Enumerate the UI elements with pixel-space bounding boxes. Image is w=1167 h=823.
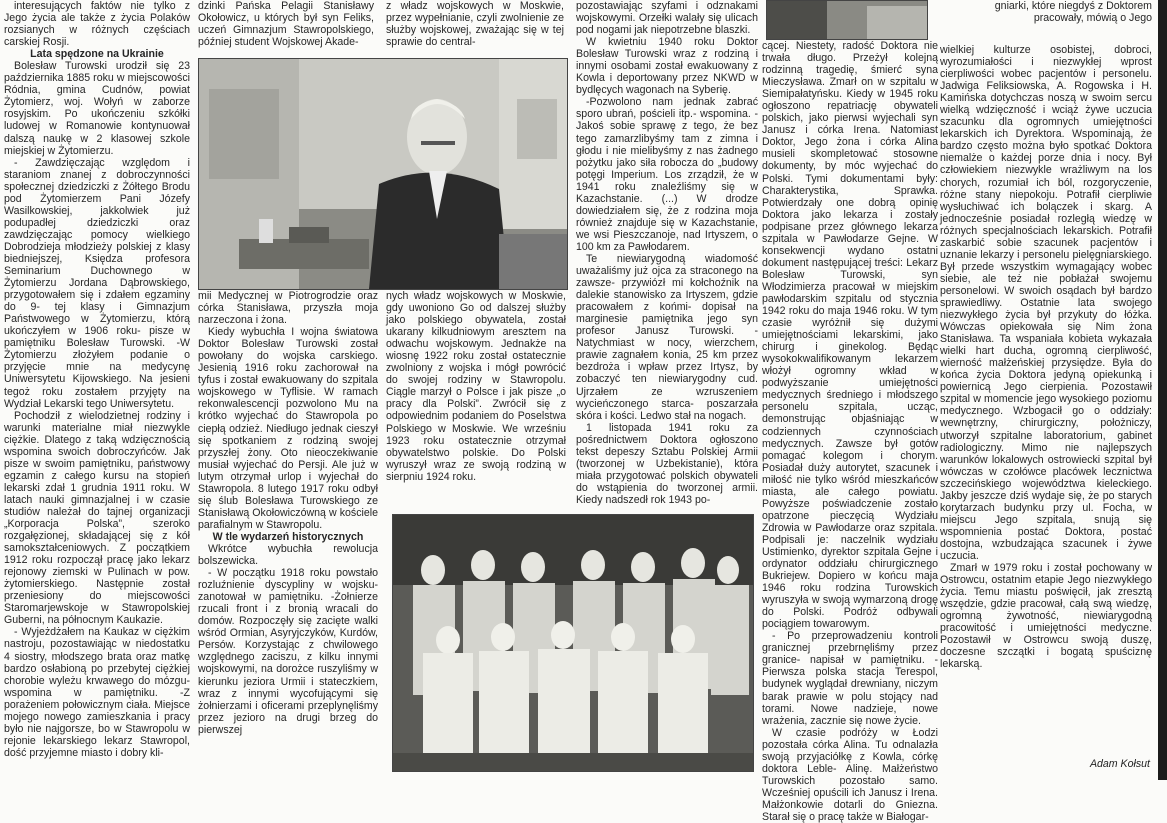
article-column-3-top bbox=[386, 0, 564, 58]
paragraph: Te niewiarygodną wiadomość uważaliśmy już ojca za straconego na zawsze- przywiózł mi kołchoźnik na dalekie stanowisko za Irtyszem, gdzie pracowałem z końmi- dopisał na marginesie pamiętnika jego syn profesor Janusz Turowski. -Natychmiast w nocy, wierzchem, prawie zagnałem konia, 25 km przez bezdroża i wpław przez Irtysz, by zobaczyć ten niewiarygodny cud. Ujrzałem ze wzruszeniem wycieńczonego starca- poszarzała skóra i kości. Ledwo stał na nogach. bbox=[576, 252, 758, 422]
article-column-1 bbox=[4, 0, 190, 780]
paragraph: Zmarł w 1979 roku i został pochowany w Ostrowcu, ostatnim etapie Jego niezwykłego życia. Temu miastu poświęcił, jak zresztą wszędzie, gdzie pracował, całą swą wiedzę, ogromną żywotność, niewiarygodną pracowitość i umiejętności medyczne. Pozostawił w Ostrowcu swoją duszę, doczesne szczątki i bogatą spuściznę lekarską. bbox=[940, 562, 1152, 671]
paragraph: wielkiej kulturze osobistej, dobroci, wyrozumiałości i niezwykłej wprost cierpliwości wobec pacjentów i personelu. Jadwiga Feliksiowska, A. Rogowska i H. Kamińska dotychczas noszą w swoim sercu wielką wdzięczność i wciąż żywe uczucia szacunku dla ogromnych umiejętności lekarskich ich Dyrektora. Wspominają, że bardzo często można było spotkać Doktora niemalże o każdej porze dnia i nocy. Był człowiekiem niezwykle wrażliwym na los chorych, rozumiał ich ból, rozgoryczenie, różne stany niepokoju. Potrafił cierpliwie wysłuchiwać ich bolączek i skarg. A jednocześnie posiadał rozległą wiedzę w różnych specjalnościach lekarskich. Potrafił zaskarbić sobie szacunek pacjentów i uznanie lekarzy i personelu pielęgniarskiego. Był przede wszystkim wymagający wobec siebie, ale też nie pobłażał swojemu personelowi. W swoich osądach był bardzo sprawiedliwy. Ostatnie lata swojego niezwykłego życia był przykuty do łóżka. Wówczas opiekowała się Nim żona Stanisława. Ta wspaniała kobieta wykazała wielki hart ducha, ogromną cierpliwość, wierność małżeńskiej przysiędze. Była do końca życia Doktora jedyną opiekunką i powiernicą Jego cierpienia. Pozostawił szpital w momencie jego wysokiego poziomu medycznego. Wzbogacił go o oddziały: wewnętrzny, chirurgiczny, położniczy, utworzył szpitalne laboratorium, gabinet radiologiczny. Mimo nie najlepszych warunków lokalowych ostrowiecki szpital był wówczas w czołówce placówek lecznictwa szczecińskiego województwa kieleckiego. Jakby jeszcze dziś wydaje się, że po starych korytarzach budynku przy ul. Focha, w miejscu Jego szpitala, snują się wspomnienia postać Doktora, postać dostojna, wzbudzająca szacunek i żywe uczucia. bbox=[940, 44, 1152, 562]
article-column-3 bbox=[386, 290, 566, 500]
paragraph: - W początku 1918 roku powstało rozluźnienie dyscypliny w wojsku- zanotował w pamiętniku. -Żołnierze rzucali front i z bronią wracali do domów. Rozpoczęły się zacięte walki wśród Ormian, Asyryjczyków, Kurdów, Persów. Korzystając z chwilowego względnego zaciszu, z kilku innymi wojskowymi, na dorożce ruszyliśmy w kierunku jeziora Urmii i stateczkiem, wraz z innymi wycofującymi się żołnierzami i oficerami przeplynęliśmy przez jezioro na drugi brzeg do pierwszej bbox=[198, 567, 378, 736]
paragraph: cącej. Niestety, radość Doktora nie trwała długo. Przeżył kolejną rodzinną tragedię, śmierć syna Mieczysława. Zmarł on w szpitalu w Siemipałatyńsku. Kiedy w 1945 roku ogłoszono repatriację obywateli polskich, jako pierwsi wyjechali syn Janusz i córka Irena. Natomiast Doktor, Jego żona i córka Alina musieli skompletować stosowne dokumenty, by móc wyjechać do Polski. Tymi dokumentami były: Charakterystika, Sprawka. Potwierdzały one dobrą opinię Doktora jako lekarza i zostały podpisane przez głównego lekarza szpitala w Pawłodarze Gejne. W konsekwencji wydano ostatni dokument następującej treści: Lekarz Bolesław Turowski, syn Włodzimierza pracował w miejskim pawłodarskim szpitalu od stycznia 1942 roku do maja 1946 roku. W tym czasie wyróżnił się dużymi umiejętnościami lekarskimi, jako chirurg i ginekolog. Będąc wysokokwalifikowanym lekarzem włożył ogromny wkład w podwyższanie umiejętności medycznych średniego i młodszego personelu szpitala, ucząc, demonstrując objaśniając w codziennych czynnościach medycznych. Zawsze był gotów pomagać kolegom i chorym. Posiadał duży autorytet, szacunek i miłość nie tylko wśród mieszkańców miasta, ale całego powiatu. Powyższe poświadczenie zostało opatrzone pieczęcią Wydziału Zdrowia w Pawłodarze oraz szpitala. Podpisali je: naczelnik wydziału Ustimienko, dyrektor szpitala Gejne i ordynator oddziału chirurgicznego Bukriejew. Dopiero w końcu maja 1946 roku rodzina Turowskich wyruszyła w swoją wymarzoną drogę do Polski. Podróż odbywali pociągiem towarowym. bbox=[762, 40, 938, 631]
author-signature: Adam Kołsut bbox=[1089, 758, 1150, 770]
portrait-image bbox=[199, 59, 567, 289]
photo-fragment-image bbox=[767, 1, 927, 39]
paragraph: Wkrótce wybuchła rewolucja bolszewicka. bbox=[198, 542, 378, 568]
paragraph: dzinki Pańska Pelagii Stanisławy Okołowicz, u których był syn Feliks, uczeń Gimnazjum Stawropolskiego, później student Wojskowej Akade- bbox=[198, 0, 374, 49]
article-column-5 bbox=[762, 40, 938, 823]
paragraph: nych władz wojskowych w Moskwie, gdy uwoniono Go od dalszej służby jako polskiego obywatela, został ukarany kilkudniowym aresztem na odwachu wojskowym. Jednakże na wiosnę 1922 roku został ostatecznie zwolniony z wojska i mógł powrócić do swojej rodziny w Stawropolu. Ciągle marzył o Polsce i jak pisze „o pracy dla Polski”. Zwrócił się z odpowiednim podaniem do Poselstwa Polskiego w Moskwie. We wrześniu 1923 roku ostatecznie otrzymał obywatelstwo polskie. Do Polski wyruszył wraz ze swoją rodziną w sierpniu 1924 roku. bbox=[386, 290, 566, 483]
article-column-4 bbox=[576, 0, 758, 506]
paragraph: -Pozwolono nam jednak zabrać sporo ubrań, pościeli itp.- wspomina. -Jakoś sobie sprawę z tego, że bez tego zamarzlibyśmy tam z zimna i głodu i nie mielibyśmy z nas żadnego pożytku jako siła robocza do „budowy potęgi Imperium. Los zrządził, że w 1941 roku znaleźliśmy się w Kazachstanie. (...) W drodze dowiedziałem się, że z rodzina moja również znajduje się w Kazachstanie, we wsi Pieszczanoje, nad Irtyszem, o 100 km za Pawłodarem. bbox=[576, 96, 758, 253]
paragraph: 1 listopada 1941 roku za pośrednictwem Doktora ogłoszono tekst depeszy Sztabu Polskiej Armii (tworzonej w Uzbekistanie), która miała przygotować polskich obywateli do wstąpienia do tworzonej armii. Kiedy nadszedł rok 1943 po- bbox=[576, 421, 758, 506]
paragraph: interesujących faktów nie tylko z Jego życia ale także z życia Polaków rozsianych w różnych częściach carskiej Rosji. bbox=[4, 0, 190, 49]
paragraph: - Zawdzięczając względom i staraniom znanej z dobroczynności społecznej dziedziczki z Żółtego Brodu pod Żytomierzem Pani Józefy Wasilkowskiej, jakkolwiek już podupadłej dziedziczki oraz zawdzięczając pomocy wielkiego Dobrodzieja młodzieży polskiej z klasy biedniejszej, Księdza profesora Seminarium Duchownego w Żytomierzu Jordana Dąbrowskiego, przygotowałem się i zdałem egzaminy do 9- tej klasy i Gimnazjum Państwowego w Żytomierzu, którą ukończyłem w 1906 roku- pisze w pamiętniku Bolesław Turowski. -W Żytomierzu złożyłem podanie o przyjęcie mnie na medycynę Uniwersytetu Kijowskiego. Na jesieni tegoż roku zostałem przyjęty na Wydział Lekarski tego Uniwersytetu. bbox=[4, 156, 190, 410]
page-edge bbox=[1158, 0, 1167, 780]
group-photo bbox=[392, 514, 754, 772]
group-image bbox=[393, 515, 753, 771]
article-column-6 bbox=[940, 44, 1152, 756]
paragraph: pozostawiając szyfami i odznakami wojskowymi. Orzełki walały się ulicach pod nogami jak niepotrzebne blaszki. bbox=[576, 0, 758, 37]
paragraph: Bolesław Turowski urodził się 23 października 1885 roku w miejscowości Ródnia, gmina Cudnów, powiat Żytomierz, woj. Wołyń w zaborze rosyjskim. Po ukończeniu szkółki ludowej w Romanowie kontynuował dalszą naukę w 2 klasowej szkole miejskiej w Żytomierzu. bbox=[4, 60, 190, 157]
article-column-6-top bbox=[990, 0, 1152, 44]
paragraph: gniarki, które niegdyś z Doktorem pracowały, mówią o Jego bbox=[994, 0, 1152, 25]
article-column-2-top bbox=[198, 0, 374, 58]
paragraph: Pochodził z wielodzietnej rodziny i warunki materialne miał niezwykle ciężkie. Dlatego z taką wdzięcznością wspomina swoich dobroczyńców. Jak pisze w swoim pamiętniku, państwowy egzamin z całego kursu na stopień lekarski zdał 1 grudnia 1911 roku. W latach nauki gimnazjalnej i w czasie studiów należał do tajnej organizacji „Korporacja Polska”, szeroko rozgałęzionej, składającej się z kół samokształceniowych. Z początkiem 1912 roku rozpoczął pracę jako lekarz rejonowy ziemski w Pulinach w pow. żytomierskiego. Następnie został przeniesiony do miejscowości Staromarjewskoje w Stawropolskiej Guberni, na północnym Kaukazie. bbox=[4, 409, 190, 627]
paragraph: z władz wojskowych w Moskwie, przez wypełnianie, czyli zwolnienie ze służby wojskowej, zważając się w tej sprawie do central- bbox=[386, 0, 564, 49]
paragraph: W kwietniu 1940 roku Doktor Bolesław Turowski wraz z rodziną i innymi osobami został ewakuowany z Kowla i deportowany przez NKWD w bydlęcych wagonach na Syberię. bbox=[576, 36, 758, 97]
paragraph: - Po przeprowadzeniu kontroli granicznej przebrnęliśmy przez granice- napisał w pamiętniku. -Pierwsza polska stacja Terespol, budynek wyglądał drewniany, niczym barak prawie w polu stojący nad torami. Nowe nadzieje, nowe wrażenia, zacznie się nowe życie. bbox=[762, 630, 938, 727]
paragraph: Kiedy wybuchła I wojna światowa Doktor Bolesław Turowski został powołany do wojska carskiego. Jesienią 1916 roku zachorował na tyfus i został ewakuowany do szpitala wojskowego w Tyflisie. W ramach rekonwalescencji pozwolono Mu na krótko wyjechać do Stawropola po ciepłą odzież. Niedługo jednak cieszył się spotkaniem z rodziną swojej przyszłej żony. Oto nieoczekiwanie musiał wyjechać do Persji. Ale już w lutym otrzymał urlop i wyjechał do Stawropola. 8 lutego 1917 roku odbył się ślub Bolesława Turowskiego ze Stanisławą Okołowiczówną w kościele parafialnym w Stawropolu. bbox=[198, 326, 378, 531]
paragraph: - Wyjeżdżałem na Kaukaz w ciężkim nastroju, pozostawiając w niedostatku 4 siostry, młodszego brata oraz matkę bardzo osłabioną po przebytej ciężkiej chorobie wyleżu krwawego do mózgu- wspomina w pamiętniku. -Z porażeniem połowicznym ciała. Miejsce mojego nowego zamieszkania i pracy było nie najgorsze, bo w Stawropolu w rejonie lekarskiego lekarz Stawropol, dość przyjemne miasto i dobry kli- bbox=[4, 626, 190, 759]
portrait-photo bbox=[198, 58, 568, 290]
article-column-2 bbox=[198, 290, 378, 780]
top-right-photo-fragment bbox=[766, 0, 928, 40]
subheading: W tle wydarzeń historycznych bbox=[212, 530, 364, 543]
subheading: Lata spędzone na Ukrainie bbox=[30, 48, 164, 61]
paragraph: mii Medycznej w Piotrogrodzie oraz córka Stanisława, przyszła moja narzeczona i żona. bbox=[198, 290, 378, 327]
paragraph: W czasie podróży w Łodzi pozostała córka Alina. Tu odnalazła swoją przyjaciółkę z Kowla, córkę doktora Leble- Alinę. Małżeństwo Turowskich pozostało samo. Wcześniej opuścili ich Janusz i Irena. Małżonkowie dotarli do Gniezna. Starał się o pracę także w Białogar- bbox=[762, 726, 938, 823]
